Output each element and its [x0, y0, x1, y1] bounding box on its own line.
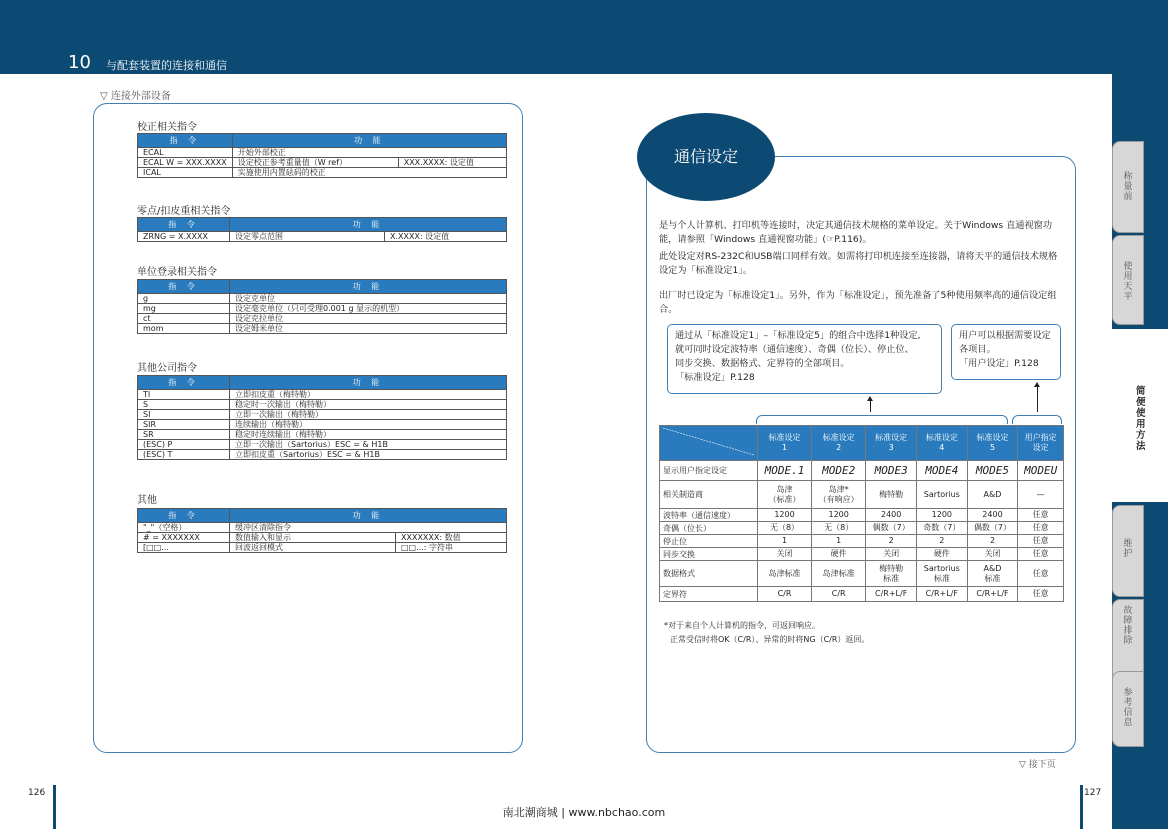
group-title-unit: 单位登录相关指令 [137, 267, 217, 278]
table-cell: 任意 [1018, 535, 1064, 548]
table-cell: 关闭 [967, 548, 1018, 561]
section-title: 通信设定 [673, 147, 738, 166]
col-header-user: 用户指定 设定 [1018, 426, 1064, 461]
standard-columns-brace [756, 415, 1008, 424]
user-setting-callout [951, 324, 1061, 380]
func-cell: 缓冲区清除指令 [230, 523, 507, 533]
group-title-calibration: 校正相关指令 [137, 122, 197, 133]
param-cell: XXX.XXXX: 设定值 [398, 158, 506, 168]
page-number-right: 127 [1084, 788, 1102, 798]
table-cell: 梅特勒 [866, 481, 917, 509]
col-header-standard-5: 标准设定 5 [967, 426, 1018, 461]
table-cell: 关闭 [758, 548, 812, 561]
table-row [660, 548, 1064, 561]
col-header-standard-1: 标准设定 1 [758, 426, 812, 461]
cmd-cell: g [138, 294, 230, 304]
table-cell: Sartorius [917, 481, 968, 509]
func-cell: 设定克拉单位 [230, 314, 507, 324]
col-header-command: 指 令 [138, 134, 233, 148]
cmd-cell: SI [138, 410, 230, 420]
arrow-shaft [1037, 386, 1038, 412]
table-cell: 1 [812, 535, 866, 548]
func-cell: 设定校正参考重量值（W ref） [232, 158, 398, 168]
table-cell: C/R [812, 587, 866, 602]
table-cell: 任意 [1018, 561, 1064, 587]
col-header-function: 功 能 [230, 280, 507, 294]
col-header-standard-2: 标准设定 2 [812, 426, 866, 461]
col-header-command: 指 令 [138, 509, 230, 523]
cmd-cell: # = XXXXXXX [138, 533, 230, 543]
table-cell: 任意 [1018, 522, 1064, 535]
table-row [138, 440, 507, 450]
cmd-cell: ct [138, 314, 230, 324]
table-row [660, 535, 1064, 548]
table-cell: 任意 [1018, 548, 1064, 561]
table-row [138, 232, 507, 242]
col-header-command: 指 令 [138, 280, 230, 294]
table-row [660, 587, 1064, 602]
table-cell: C/R+L/F [917, 587, 968, 602]
table-cell: 偶数（7） [967, 522, 1018, 535]
table-row [138, 148, 507, 158]
tab-troubleshooting[interactable]: 故 障 排 除 [1112, 599, 1144, 689]
col-header-function: 功 能 [232, 134, 506, 148]
cmd-cell: ECAL W = XXX.XXXX [138, 158, 233, 168]
col-header-function: 功 能 [230, 218, 507, 232]
cmd-cell: S [138, 400, 230, 410]
unit-command-table [137, 279, 507, 334]
misc-command-table [137, 508, 507, 553]
func-cell: 数值输入和显示 [230, 533, 396, 543]
table-cell: 2 [917, 535, 968, 548]
chapter-title: 与配套装置的连接和通信 [106, 59, 227, 72]
cmd-cell: ECAL [138, 148, 233, 158]
arrow-up-icon [1034, 382, 1040, 387]
cmd-cell: [□□... [138, 543, 230, 553]
cmd-cell: mg [138, 304, 230, 314]
intro-paragraph-3: 出厂时已设定为「标准设定1」。另外，作为「标准设定」，预先准备了5种使用频率高的通信设定组合。 [659, 290, 1057, 315]
tab-quick-usage-label: 简 便 使 用 方 法 [1136, 386, 1146, 452]
table-cell: 硬件 [917, 548, 968, 561]
page-number-left: 126 [28, 788, 46, 798]
table-cell: A&D 标准 [967, 561, 1018, 587]
calibration-command-table [137, 133, 507, 178]
cmd-cell: ZRNG = X.XXXX [138, 232, 230, 242]
table-row [138, 420, 507, 430]
table-row [138, 294, 507, 304]
continue-next-page: ▽ 接下页 [1019, 760, 1056, 770]
table-cell: 岛津 （标准） [758, 481, 812, 509]
table-row [660, 461, 1064, 481]
table-row [660, 509, 1064, 522]
footnote-1: *对于来自个人计算机的指令，可返回响应。 [664, 621, 820, 630]
func-cell: 设定零点范围 [230, 232, 385, 242]
cmd-cell: "_"（空格） [138, 523, 230, 533]
table-row [138, 324, 507, 334]
row-label: 定界符 [660, 587, 758, 602]
func-cell: 稳定时连续输出（梅特勒） [230, 430, 507, 440]
table-row [138, 168, 507, 178]
cmd-cell: (ESC) T [138, 450, 230, 460]
func-cell: 立即扣皮重（梅特勒） [230, 390, 507, 400]
group-title-misc: 其他 [137, 495, 157, 506]
group-title-other-vendor: 其他公司指令 [137, 363, 197, 374]
table-cell: 岛津标准 [758, 561, 812, 587]
communication-settings-table [659, 425, 1064, 602]
col-header-command: 指 令 [138, 376, 230, 390]
table-cell: 奇数（7） [917, 522, 968, 535]
table-row [138, 533, 507, 543]
table-cell: 硬件 [812, 548, 866, 561]
table-cell: 1200 [758, 509, 812, 522]
row-label: 停止位 [660, 535, 758, 548]
callout-link[interactable]: 「标准设定」P.128 [675, 372, 755, 383]
table-row [138, 400, 507, 410]
table-cell: MODE2 [812, 461, 866, 481]
table-cell: C/R+L/F [866, 587, 917, 602]
table-cell: Sartorius 标准 [917, 561, 968, 587]
table-cell: 任意 [1018, 587, 1064, 602]
func-cell: 设定姆米单位 [230, 324, 507, 334]
intro-paragraph-1: 是与个人计算机、打印机等连接时，决定其通信技术规格的菜单设定。关于Windows 直通视窗功能，请参照「Windows 直通视窗功能」(☞P.116)。 [659, 220, 1053, 245]
func-cell: 立即一次输出（Sartorius）ESC = & H1B [230, 440, 507, 450]
table-row [138, 543, 507, 553]
table-corner-cell [660, 426, 758, 461]
func-cell: 回波返回模式 [230, 543, 396, 553]
row-label: 奇偶（位长） [660, 522, 758, 535]
table-cell: C/R [758, 587, 812, 602]
callout-line: 各项目。 [959, 344, 996, 355]
func-cell: 连续输出（梅特勒） [230, 420, 507, 430]
callout-line: 用户可以根据需要设定 [959, 330, 1051, 341]
diagonal-line-icon [661, 426, 756, 457]
table-header-row [660, 426, 1064, 461]
footnote-2: 正常受信时将OK（C/R）、异常的时将NG（C/R）返回。 [670, 635, 870, 644]
cmd-cell: mom [138, 324, 230, 334]
table-row [138, 390, 507, 400]
table-cell: C/R+L/F [967, 587, 1018, 602]
standard-setting-callout [667, 324, 942, 394]
table-cell: 2400 [967, 509, 1018, 522]
table-row [660, 561, 1064, 587]
col-header-standard-4: 标准设定 4 [917, 426, 968, 461]
tab-reference[interactable]: 参 考 信 息 [1112, 671, 1144, 747]
chapter-number: 10 [68, 52, 91, 73]
table-row [138, 158, 507, 168]
table-row [138, 430, 507, 440]
table-cell: A&D [967, 481, 1018, 509]
intro-paragraph-2: 此处设定对RS-232C和USB端口同样有效。如需将打印机连接至连接器，请将天平的通信技术规格设定为「标准设定1」。 [659, 251, 1058, 276]
table-cell: MODE3 [866, 461, 917, 481]
callout-line: 就可同时设定波特率（通信速度）、奇偶（位长）、停止位、 [675, 344, 914, 355]
other-vendor-command-table [137, 375, 507, 460]
table-cell: 无（8） [812, 522, 866, 535]
func-cell: 稳定时一次输出（梅特勒） [230, 400, 507, 410]
cmd-cell: ICAL [138, 168, 233, 178]
param-cell: X.XXXX: 设定值 [385, 232, 507, 242]
col-header-function: 功 能 [230, 509, 507, 523]
table-cell: 2400 [866, 509, 917, 522]
param-cell: XXXXXXX: 数值 [396, 533, 507, 543]
row-label: 波特率（通信速度） [660, 509, 758, 522]
table-row [138, 314, 507, 324]
table-cell: 任意 [1018, 509, 1064, 522]
table-row [138, 450, 507, 460]
arrow-up-icon [867, 396, 873, 401]
table-cell: 岛津标准 [812, 561, 866, 587]
row-label: 相关制造商 [660, 481, 758, 509]
col-header-standard-3: 标准设定 3 [866, 426, 917, 461]
tab-before-weighing[interactable]: 称 量 前 [1112, 141, 1144, 233]
footer-site: 南北潮商城 | www.nbchao.com [502, 806, 666, 819]
col-header-function: 功 能 [230, 376, 507, 390]
table-row [138, 304, 507, 314]
table-cell: 岛津* （有响应） [812, 481, 866, 509]
row-label: 数据格式 [660, 561, 758, 587]
table-row [660, 522, 1064, 535]
table-cell: MODE4 [917, 461, 968, 481]
user-column-brace [1012, 415, 1062, 424]
tab-using-balance[interactable]: 使 用 天 平 [1112, 235, 1144, 325]
func-cell: 开始外部校正 [232, 148, 506, 158]
tab-quick-usage-active[interactable] [1098, 329, 1168, 502]
table-row [660, 481, 1064, 509]
cmd-cell: TI [138, 390, 230, 400]
callout-link[interactable]: 「用户设定」P.128 [959, 358, 1039, 369]
row-label: 显示用户指定设定 [660, 461, 758, 481]
table-cell: 1200 [812, 509, 866, 522]
group-title-zero-tare: 零点/扣皮重相关指令 [137, 206, 231, 217]
cmd-cell: SR [138, 430, 230, 440]
func-cell: 实施使用内置砝码的校正 [232, 168, 506, 178]
zero-tare-command-table [137, 217, 507, 242]
func-cell: 立即扣皮重（Sartorius）ESC = & H1B [230, 450, 507, 460]
table-cell: 梅特勒 标准 [866, 561, 917, 587]
table-cell: 关闭 [866, 548, 917, 561]
cmd-cell: (ESC) P [138, 440, 230, 450]
func-cell: 立即一次输出（梅特勒） [230, 410, 507, 420]
arrow-shaft [870, 400, 871, 412]
table-cell: MODE.1 [758, 461, 812, 481]
callout-line: 同步交换、数据格式、定界符的全部项目。 [675, 358, 850, 369]
table-cell: MODE5 [967, 461, 1018, 481]
cmd-cell: SIR [138, 420, 230, 430]
left-section-subtitle: ▽ 连接外部设备 [100, 91, 171, 102]
table-row [138, 410, 507, 420]
func-cell: 设定克单位 [230, 294, 507, 304]
table-cell: — [1018, 481, 1064, 509]
table-cell: 偶数（7） [866, 522, 917, 535]
table-row [138, 523, 507, 533]
table-cell: 无（8） [758, 522, 812, 535]
table-cell: MODEU [1018, 461, 1064, 481]
param-cell: □□...: 字符串 [396, 543, 507, 553]
table-cell: 1200 [917, 509, 968, 522]
row-label: 同步交换 [660, 548, 758, 561]
func-cell: 设定毫克单位（只可受理0.001 g 显示的机型） [230, 304, 507, 314]
callout-line: 通过从「标准设定1」–「标准设定5」的组合中选择1种设定, [675, 330, 921, 341]
table-cell: 1 [758, 535, 812, 548]
tab-maintenance[interactable]: 维 护 [1112, 505, 1144, 597]
table-cell: 2 [866, 535, 917, 548]
col-header-command: 指 令 [138, 218, 230, 232]
table-cell: 2 [967, 535, 1018, 548]
